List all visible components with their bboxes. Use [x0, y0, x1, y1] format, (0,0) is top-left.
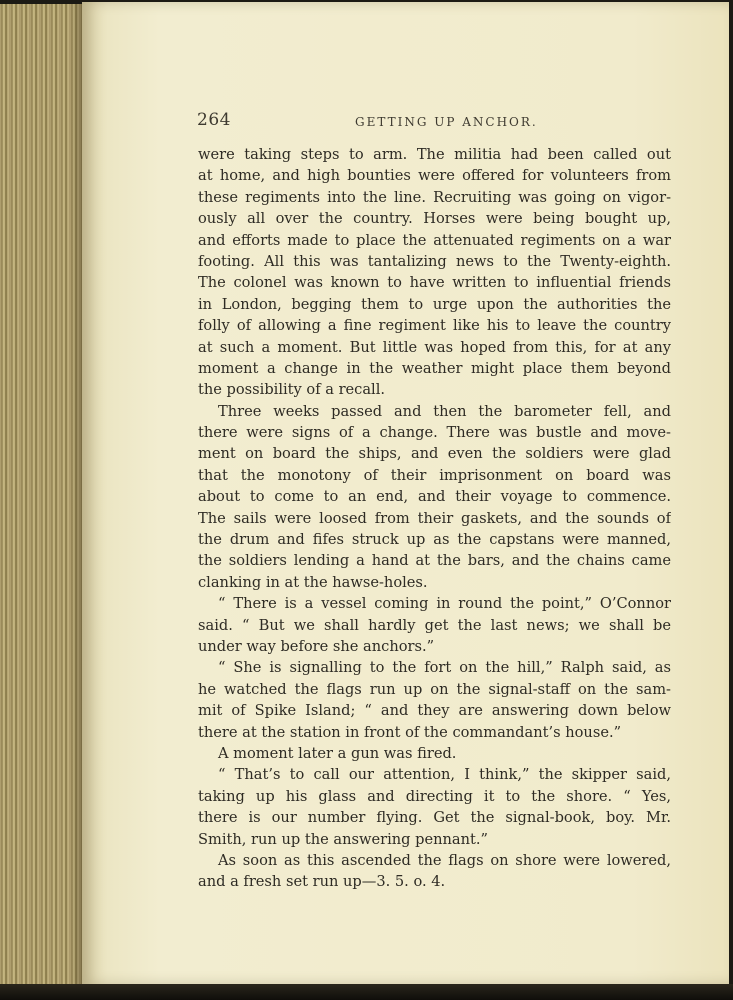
text-line: folly of allowing a fine regiment like his to leave the country: [198, 317, 671, 335]
text-line: The colonel was known to have written to influential friends: [198, 274, 671, 292]
text-line: footing. All this was tantalizing news to the Twenty-eighth.: [198, 252, 671, 270]
page-bottom-shadow: [0, 984, 733, 1000]
text-line: taking up his glass and directing it to the shore. “ Yes,: [198, 787, 671, 805]
text-line: the soldiers lending a hand at the bars, and the chains came: [198, 552, 671, 570]
text-line: said. “ But we shall hardly get the last news; we shall be: [198, 616, 671, 634]
text-line: and a fresh set run up—3. 5. o. 4.: [198, 873, 446, 891]
book-page-edges: [0, 4, 82, 989]
text-line: As soon as this ascended the flags on shore were lowered,: [218, 851, 671, 869]
text-line: under way before she anchors.”: [198, 637, 435, 655]
text-line: the possibility of a recall.: [198, 381, 386, 399]
text-line: there were signs of a change. There was bustle and move-: [198, 424, 671, 442]
page-number: 264: [197, 110, 231, 130]
text-line: mit of Spike Island; “ and they are answering down below: [198, 702, 671, 720]
text-line: there at the station in front of the commandant’s house.”: [198, 723, 622, 741]
text-line: in London, begging them to urge upon the authorities the: [198, 295, 671, 313]
text-line: Smith, run up the answering pennant.”: [198, 830, 488, 848]
text-line: moment a change in the weather might place them beyond: [198, 359, 671, 377]
text-line: these regiments into the line. Recruiting was going on vigor-: [198, 188, 671, 206]
running-title: GETTING UP ANCHOR.: [355, 115, 538, 129]
paragraph: [198, 401, 671, 594]
text-line: The sails were loosed from their gaskets, and the sounds of: [198, 509, 671, 527]
text-line: he watched the flags run up on the signal-staff on the sam-: [198, 680, 671, 698]
paragraph: [198, 743, 671, 764]
text-line: ously all over the country. Horses were being bought up,: [198, 210, 671, 228]
text-line: A moment later a gun was fired.: [218, 744, 457, 762]
text-line: “ There is a vessel coming in round the point,” O’Connor: [218, 595, 671, 613]
text-line: the drum and fifes struck up as the capstans were manned,: [198, 531, 671, 549]
text-line: “ That’s to call our attention, I think,” the skipper said,: [218, 766, 671, 784]
text-line: and efforts made to place the attenuated regiments on a war: [198, 231, 671, 249]
text-line: “ She is signalling to the fort on the hill,” Ralph said, as: [218, 659, 671, 677]
text-line: at home, and high bounties were offered for volunteers from: [198, 167, 671, 185]
page-header: [195, 110, 671, 134]
text-line: Three weeks passed and then the barometer fell, and: [218, 402, 671, 420]
text-line: were taking steps to arm. The militia had been called out: [198, 146, 671, 163]
text-line: there is our number flying. Get the signal-book, boy. Mr.: [198, 809, 671, 827]
paragraph: [198, 657, 671, 743]
text-line: clanking in at the hawse-holes.: [198, 573, 428, 591]
paragraph: [198, 144, 671, 401]
paragraph: [198, 593, 671, 657]
text-line: about to come to an end, and their voyage to commence.: [198, 488, 671, 506]
text-line: ment on board the ships, and even the soldiers were glad: [198, 445, 671, 463]
text-line: at such a moment. But little was hoped from this, for at any: [198, 338, 671, 356]
paragraph: [198, 764, 671, 850]
paragraph: [198, 850, 671, 893]
text-line: that the monotony of their imprisonment on board was: [198, 466, 671, 484]
body-text: [198, 144, 671, 893]
